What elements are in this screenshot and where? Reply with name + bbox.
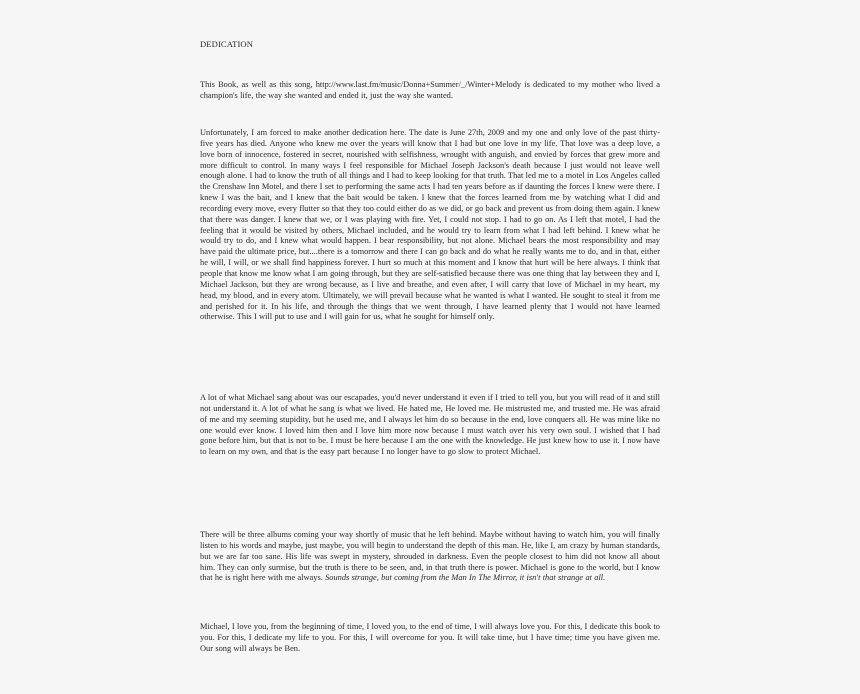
albums-paragraph: [200, 530, 660, 584]
dedication-mother-paragraph: This Book, as well as this song, http://www.last.fm/music/Donna+Summer/_/Winter+Melody is dedicated to my mother who lived a champion's life, the way she wanted and ended it, just the way she wanted.: [200, 80, 660, 100]
escapades-paragraph: A lot of what Michael sang about was our escapades, you'd never understand it even if I tried to tell you, but you will read of it and still not understand it. A lot of what he sang is what we lived. He hated me, He loved me. He mistrusted me, and trusted me. He was afraid of me and my seeming stupidity, but he used me, and I always let him do so because in the end, love conquers all. He was mine like no one would ever know. I loved him then and I love him more now because I must watch over his very own soul. I wished that I had gone before him, but that is not to be. I must be here because I am the one with the knowledge. He just knew how to use it. I now have to learn on my own, and that is the easy part because I no longer have to go slow to protect Michael.: [200, 393, 660, 457]
albums-paragraph-text: There will be three albums coming your way shortly of music that he left behind. Maybe without having to watch him, you will finally listen to his words and maybe, just maybe, you will begin to understand the depth of this man. He, like I, am crazy by human standards, but we are far too sane. His life was swept in mystery, shrouded in darkness. Even the people closest to him did not know all about him. They can only surmise, but the truth is there to be seen, and, in that truth there is power. Michael is gone to the world, but I know that he is right here with me always.: [200, 530, 660, 583]
page-title: DEDICATION: [200, 39, 254, 49]
dedication-michael-paragraph: Unfortunately, I am forced to make another dedication here. The date is June 27th, 2009 and my one and only love of the past thirty-five years has died. Anyone who knew me over the years will know that I had but one love in my life. That love was a deep love, a love born of innocence, fostered in secret, nourished with selfishness, wrought with anguish, and envied by forces that grew more and more difficult to control. In many ways I feel responsible for Michael Joseph Jackson's death because I just would not leave well enough alone. I had to know the truth of all things and I had to keep looking for that truth. That led me to a motel in Los Angeles called the Crenshaw Inn Motel, and there I set to performing the same acts I had ten years before as if daunting the forces I knew were there. I knew I was the bait, and I knew that the bait would be taken. I knew that the forces learned from me by watching what I did and recording every move, every flutter so that they too could either do as we did, or go back and prevent us from doing them again. I knew that there was danger. I knew that we, or I was playing with fire. Yet, I could not stop. I had to go on. As I left that motel, I had the feeling that it would be visited by others, Michael included, and he would try to learn from what I had left behind. I knew what he would try to do, and I knew what would happen. I bear responsibility, but not alone. Michael bears the most responsibility and may have paid the ultimate price, but....there is a tomorrow and there I can go back and do what he really wants me to do, and in that, either he will, I will, or we shall find happiness forever. I hurt so much at this moment and I know that hurt will be here always. I think that people that know me know what I am going through, but they are self-satisfied because there was one thing that lay between they and I, Michael Jackson, but they are wrong because, as I live and breathe, and even after, I will carry that love of Michael in my heart, my head, my blood, and in every atom. Ultimately, we will prevail because what he wanted is what I wanted. He sought to steal it from me and perished for it. In his life, and through the things that we went through, I have learned plenty that I would not have learned otherwise. This I will put to use and I will gain for us, what he sought for himself only.: [200, 128, 660, 322]
closing-paragraph: Michael, I love you, from the beginning of time, I loved you, to the end of time, I will always love you. For this, I dedicate this book to you. For this, I dedicate my life to you. For this, I will overcome for you. It will take time, but I have time; time you have given me. Our song will always be Ben.: [200, 622, 660, 653]
albums-paragraph-italic-text: Sounds strange, but coming from the Man In The Mirror, it isn't that strange at all.: [325, 573, 606, 583]
